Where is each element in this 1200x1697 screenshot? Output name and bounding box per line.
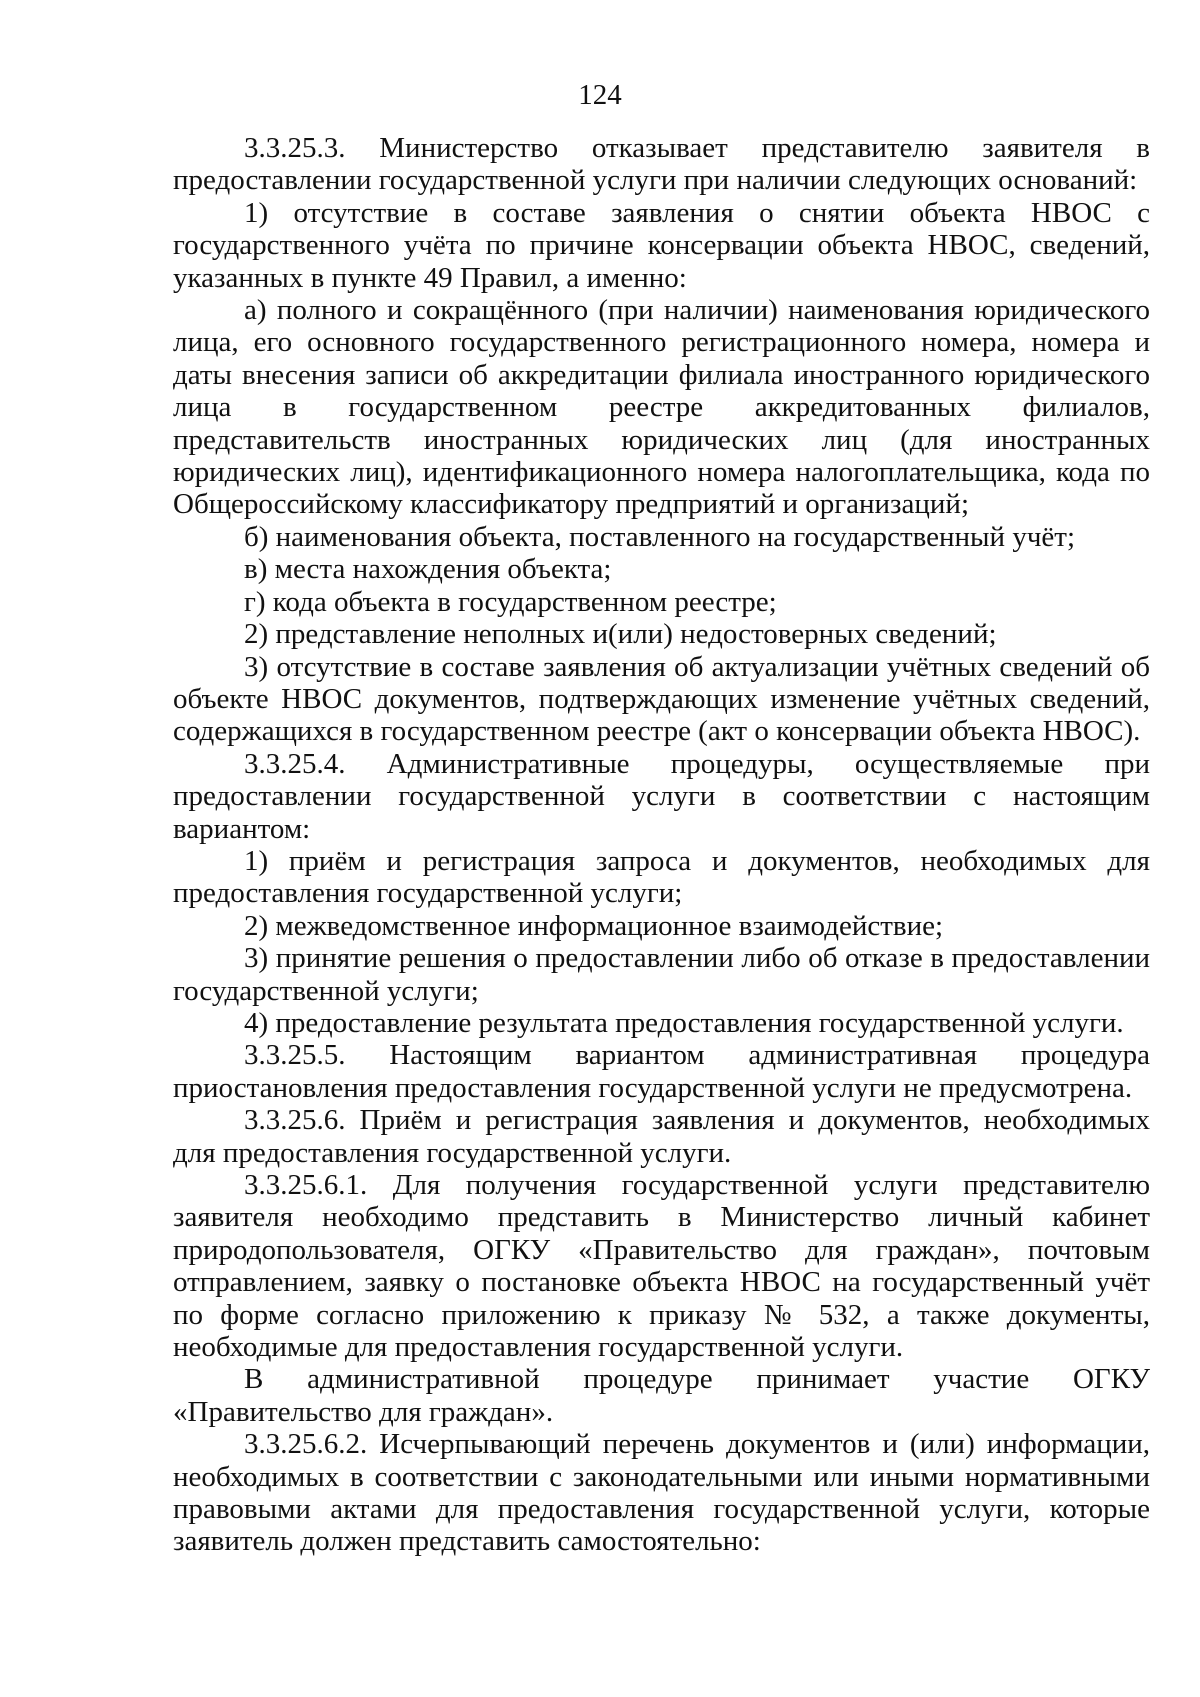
- procedure-item-4: 4) предоставление результата предоставления государственной услуги.: [244, 1006, 1124, 1039]
- paragraph-3-3-25-6-1: 3.3.25.6.1. Для получения государственной услуги представителю заявителя необходимо представить в Министерство личный кабинет природопользователя, ОГКУ «Правительство для граждан», почтовым отправлением, заявку о постановке объекта НВОС на государственный учёт по форме согласно приложению к приказу № 532, а также документы, необходимые для предоставления государственной услуги.: [173, 1169, 1150, 1364]
- page-number: 124: [578, 79, 622, 111]
- paragraph-3-3-25-5: 3.3.25.5. Настоящим вариантом административная процедура приостановления предоставления государственной услуги не предусмотрена.: [173, 1039, 1150, 1104]
- list-item-1-missing-data: 1) отсутствие в составе заявления о снятии объекта НВОС с государственного учёта по причине консервации объекта НВОС, сведений, указанных в пункте 49 Правил, а именно:: [173, 196, 1150, 294]
- sub-item-b-object-name: б) наименования объекта, поставленного на государственный учёт;: [244, 520, 1076, 553]
- procedure-item-3: 3) принятие решения о предоставлении либо об отказе в предоставлении государственной услуги;: [173, 942, 1150, 1007]
- list-item-2-incomplete-data: 2) представление неполных и(или) недостоверных сведений;: [244, 618, 997, 651]
- paragraph-3-3-25-3: 3.3.25.3. Министерство отказывает представителю заявителя в предоставлении государственной услуги при наличии следующих оснований:: [173, 132, 1150, 197]
- procedure-item-1: 1) приём и регистрация запроса и документов, необходимых для предоставления государственной услуги;: [173, 844, 1150, 910]
- sub-item-g-object-code: г) кода объекта в государственном реестре;: [244, 585, 777, 618]
- paragraph-3-3-25-4: 3.3.25.4. Административные процедуры, осуществляемые при предоставлении государственной услуги в соответствии с настоящим вариантом:: [173, 747, 1150, 845]
- paragraph-3-3-25-6-2: 3.3.25.6.2. Исчерпывающий перечень документов и (или) информации, необходимых в соответствии с законодательными или иными нормативными правовыми актами для предоставления государственной услуги, которые заявитель должен представить самостоятельно:: [173, 1428, 1150, 1558]
- paragraph-ogku-participation: В административной процедуре принимает участие ОГКУ «Правительство для граждан».: [173, 1363, 1150, 1428]
- procedure-item-2: 2) межведомственное информационное взаимодействие;: [244, 909, 944, 942]
- document-body: [173, 132, 1150, 1558]
- list-item-3-missing-documents: 3) отсутствие в составе заявления об актуализации учётных сведений об объекте НВОС документов, подтверждающих изменение учётных сведений, содержащихся в государственном реестре (акт о консервации объекта НВОС).: [173, 650, 1150, 748]
- paragraph-3-3-25-6: 3.3.25.6. Приём и регистрация заявления и документов, необходимых для предоставления государственной услуги.: [173, 1104, 1150, 1169]
- sub-item-a-legal-entity: а) полного и сокращённого (при наличии) наименования юридического лица, его основного государственного регистрационного номера, номера и даты внесения записи об аккредитации филиала иностранного юридического лица в государственном реестре аккредитованных филиалов, представительств иностранных юридических лиц (для иностранных юридических лиц), идентификационного номера налогоплательщика, кода по Общероссийскому классификатору предприятий и организаций;: [173, 294, 1150, 521]
- sub-item-v-object-location: в) места нахождения объекта;: [244, 553, 612, 586]
